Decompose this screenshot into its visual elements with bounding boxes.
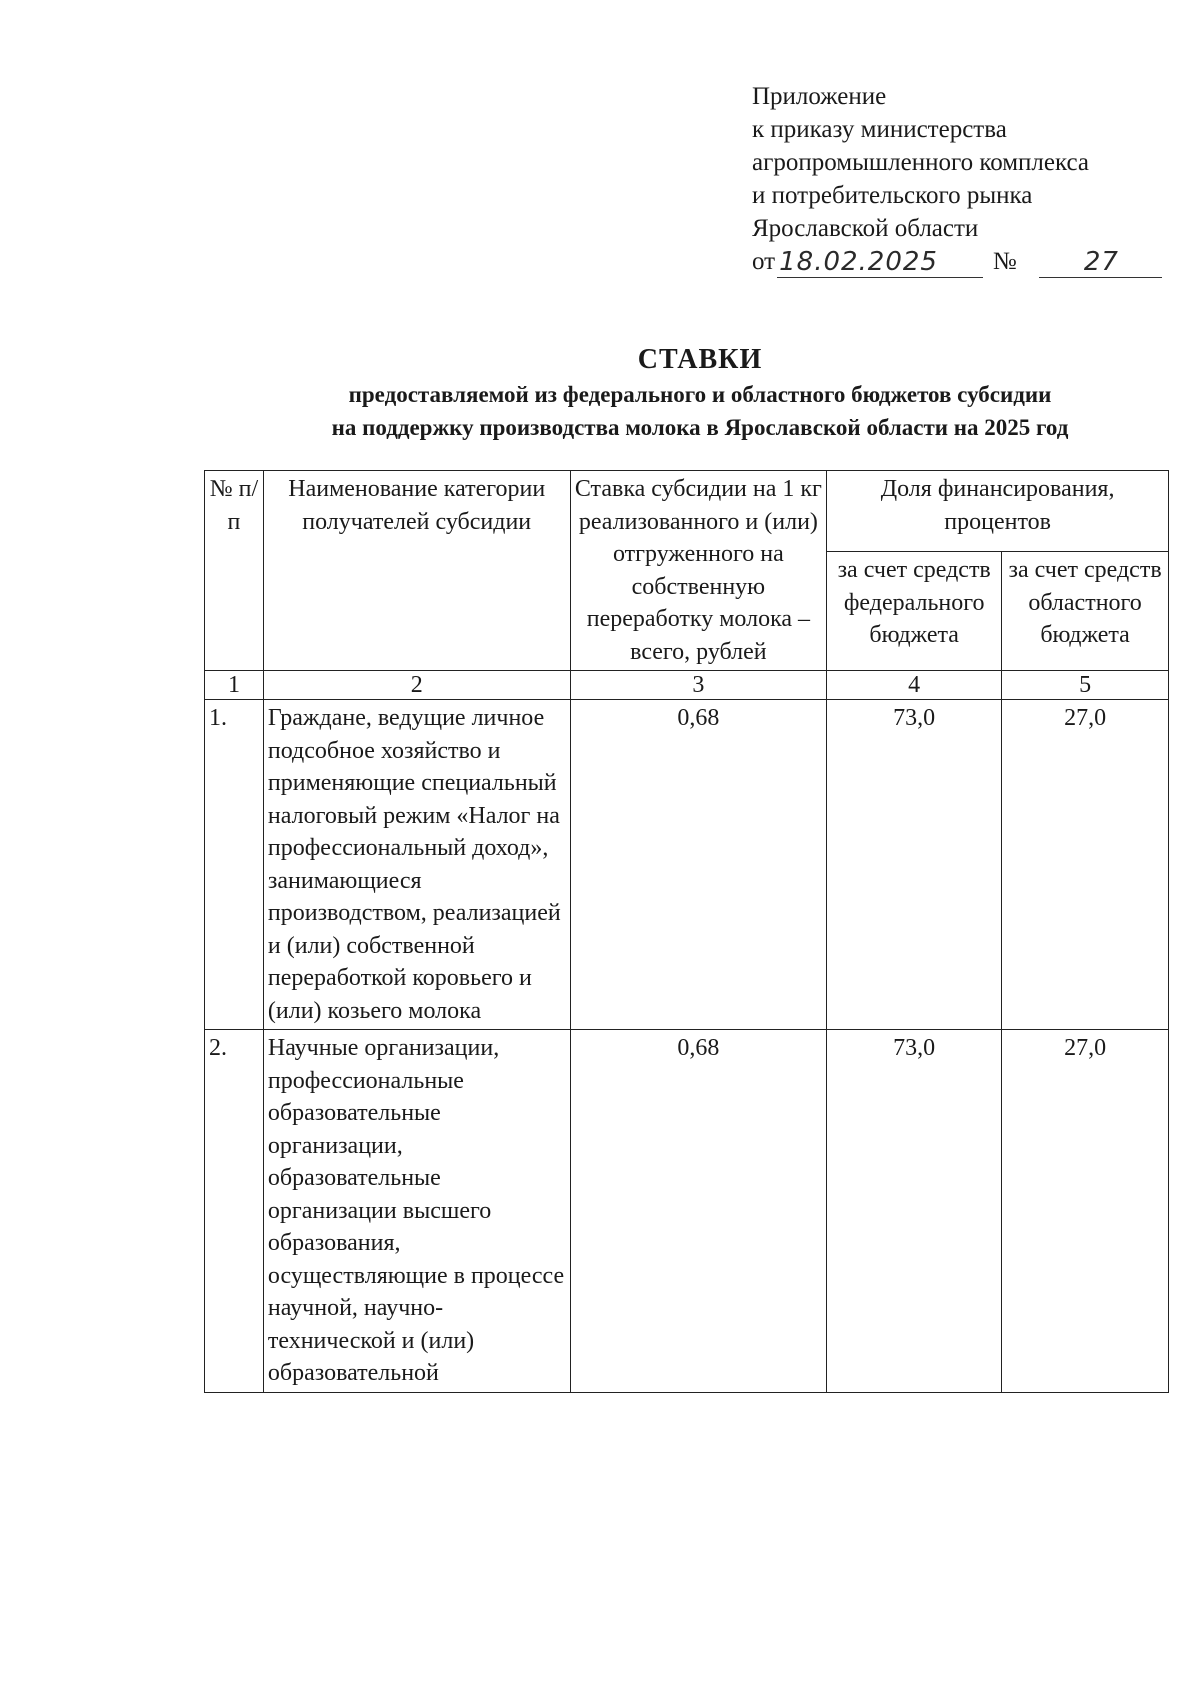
column-index: 3 (570, 671, 827, 700)
subsidy-rate: 0,68 (570, 700, 827, 1030)
row-number: 2. (205, 1030, 264, 1393)
appendix-line: Ярославской области (752, 215, 979, 242)
rates-table (204, 470, 1169, 1393)
column-index: 5 (1002, 671, 1169, 700)
title-main: СТАВКИ (637, 344, 763, 375)
table-row (205, 700, 1169, 1030)
header-regional: за счет средств областного бюджета (1002, 552, 1169, 671)
order-number-field (1039, 247, 1162, 278)
order-date-field (777, 247, 983, 278)
regional-share: 27,0 (1002, 1030, 1169, 1393)
order-number-handwritten: 27 (1083, 247, 1119, 277)
column-index: 4 (827, 671, 1002, 700)
subsidy-rate: 0,68 (570, 1030, 827, 1393)
column-index: 1 (205, 671, 264, 700)
date-prefix: от (752, 248, 776, 275)
header-share: Доля финансирования, процентов (827, 471, 1169, 552)
document-title (200, 342, 1200, 444)
appendix-line: Приложение (752, 83, 887, 110)
header-num: № п/п (205, 471, 264, 671)
table-row (205, 1030, 1169, 1393)
column-index: 2 (263, 671, 570, 700)
title-line-1: предоставляемой из федерального и областного бюджетов субсидии (348, 382, 1052, 407)
federal-share: 73,0 (827, 1030, 1002, 1393)
table-header-row (205, 471, 1169, 552)
row-number: 1. (205, 700, 264, 1030)
title-line-2: на поддержку производства молока в Ярославской области на 2025 год (331, 415, 1069, 440)
appendix-line: и потребительского рынка (752, 182, 1033, 209)
appendix-header (752, 80, 1162, 278)
appendix-line: агропромышленного комплекса (752, 149, 1090, 176)
regional-share: 27,0 (1002, 700, 1169, 1030)
number-label: № (992, 248, 1017, 275)
header-name: Наименование категории получателей субсидии (263, 471, 570, 671)
header-federal: за счет средств федерального бюджета (827, 552, 1002, 671)
appendix-line: к приказу министерства (752, 116, 1007, 143)
order-date-number-row (752, 245, 1162, 278)
order-date-handwritten: 18.02.2025 (779, 247, 938, 277)
header-rate: Ставка субсидии на 1 кг реализованного и (или) отгруженного на собственную переработку молока – всего, рублей (570, 471, 827, 671)
federal-share: 73,0 (827, 700, 1002, 1030)
recipient-category: Научные организации, профессиональные образовательные организации, образовательные организации высшего образования, осуществляющие в процессе научной, научно-технической и (или) образовательной (263, 1030, 570, 1393)
recipient-category: Граждане, ведущие личное подсобное хозяйство и применяющие специальный налоговый режим «Налог на профессиональный доход», занимающиеся производством, реализацией и (или) собственной переработкой коровьего и (или) козьего молока (263, 700, 570, 1030)
column-index-row (205, 671, 1169, 700)
